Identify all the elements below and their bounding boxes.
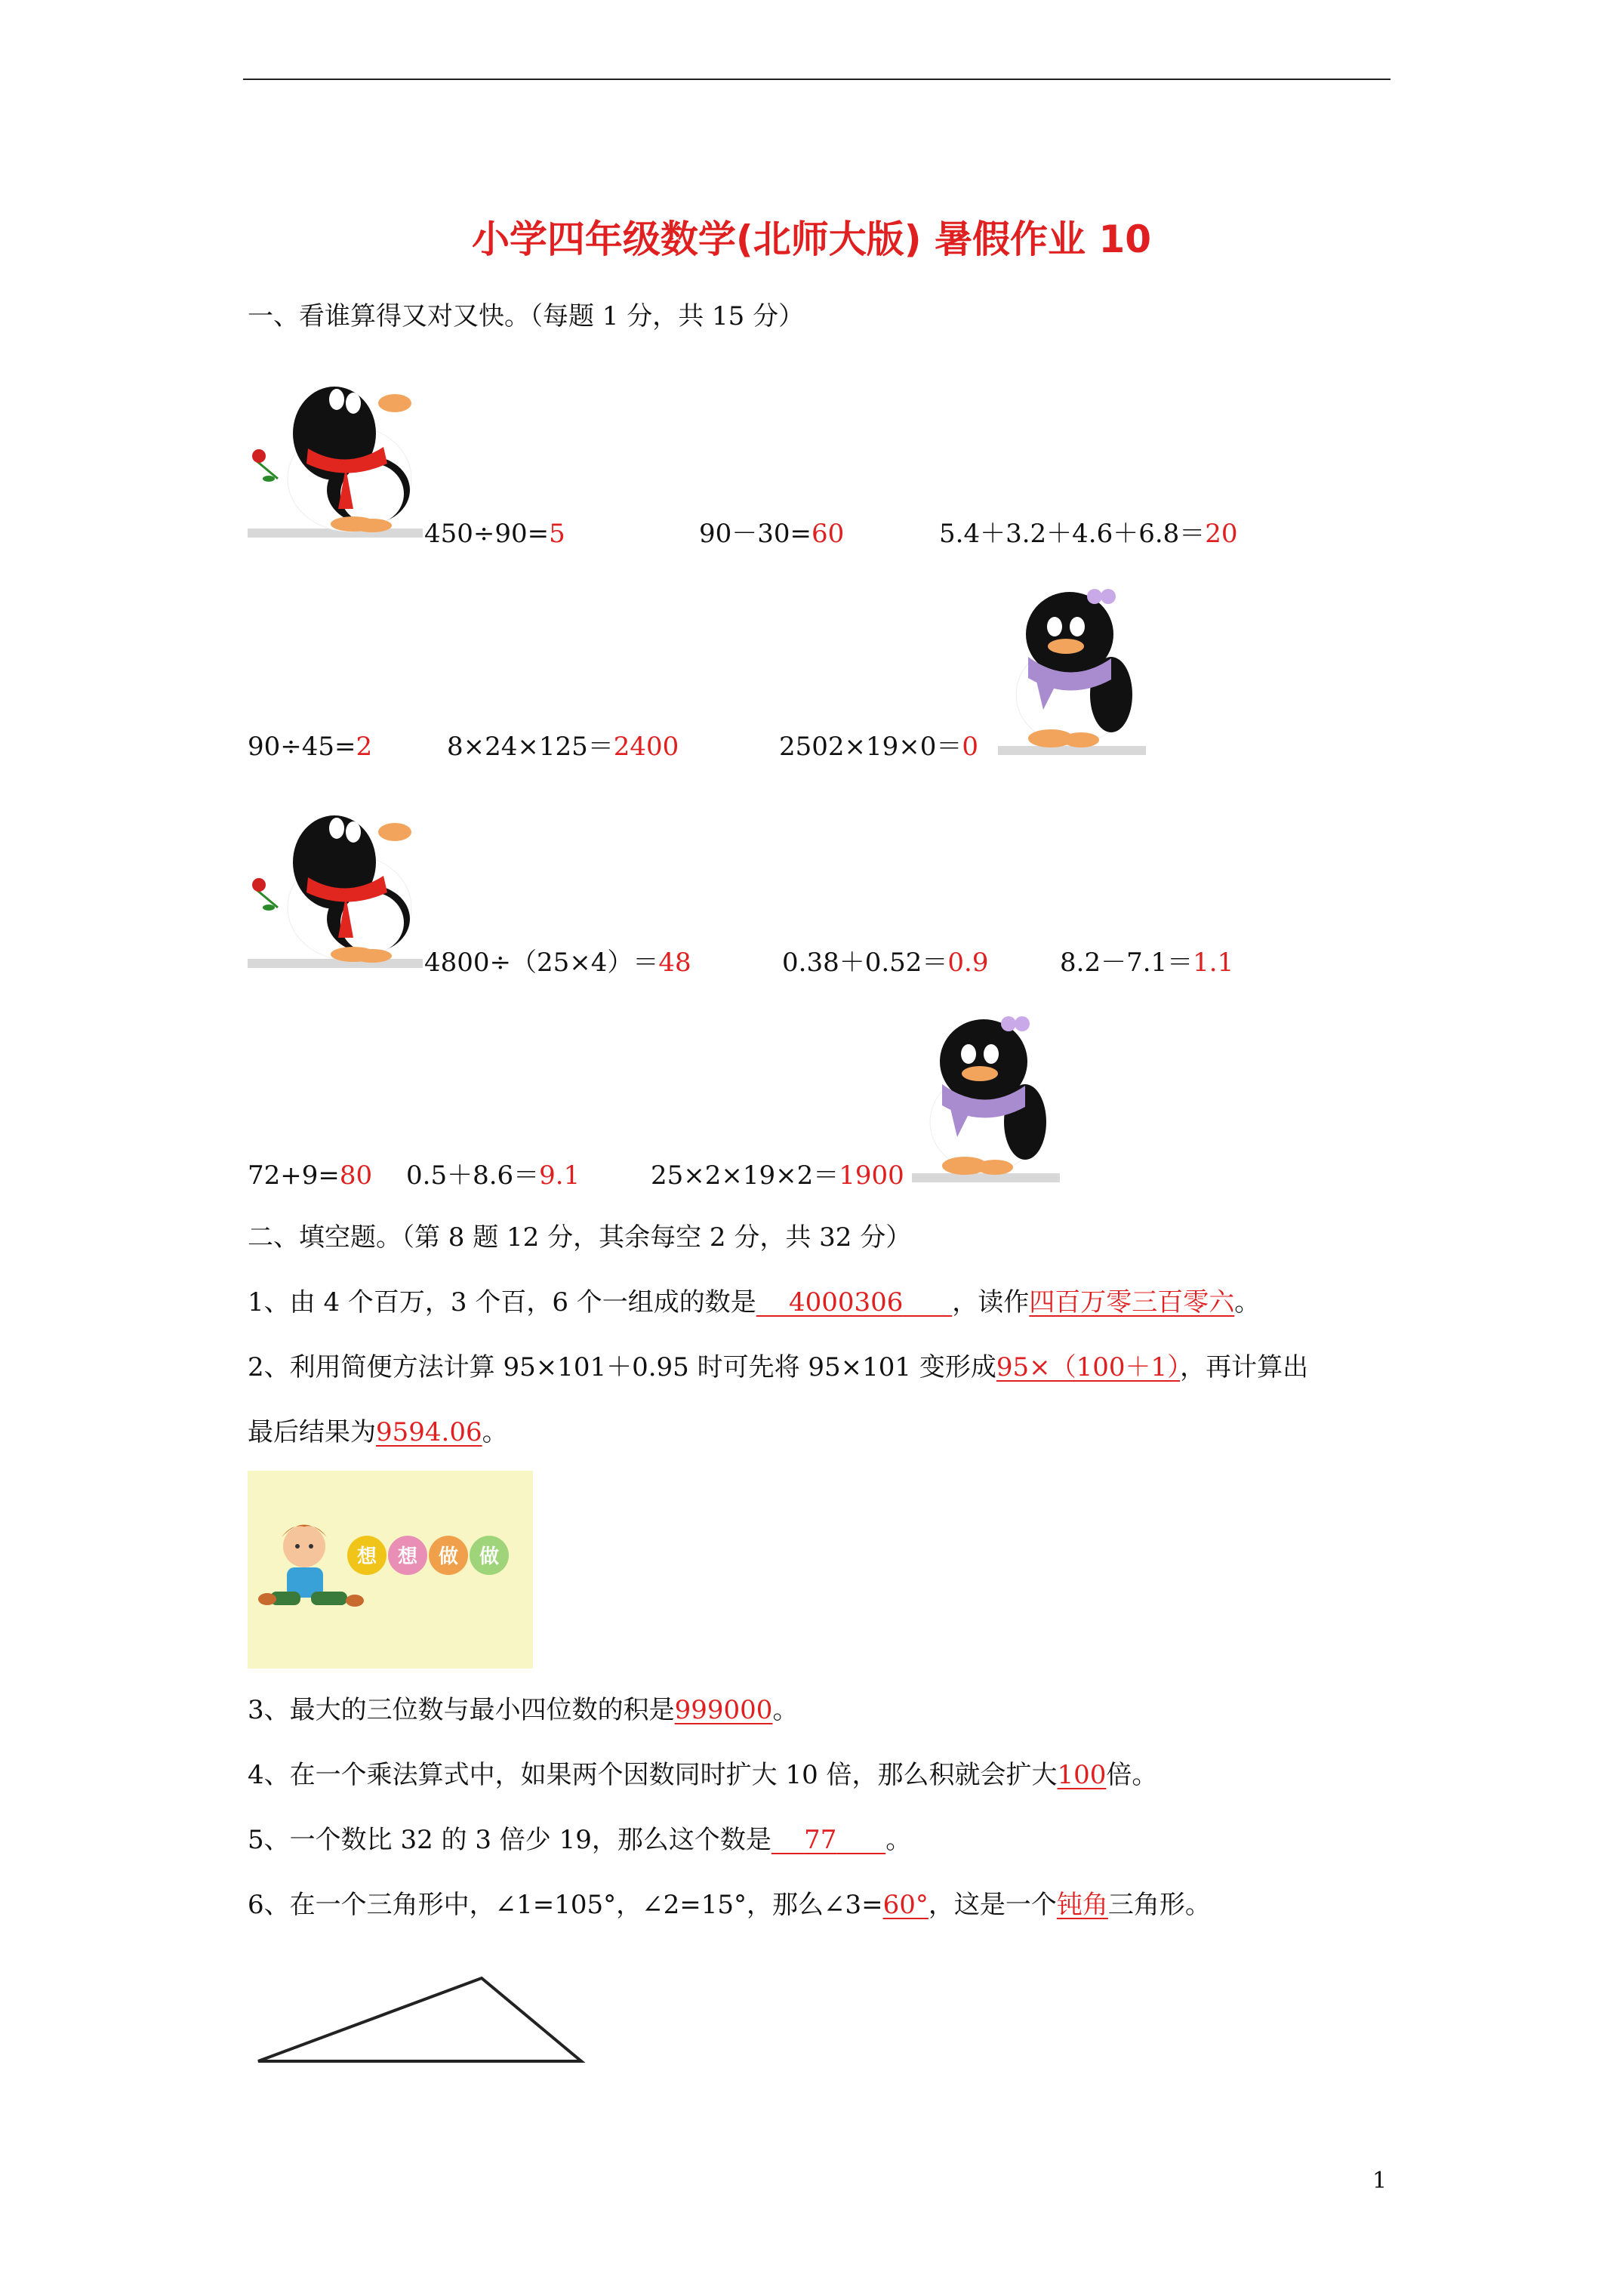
banner-char-2: 想 — [397, 1546, 418, 1568]
section1-heading: 一、看谁算得又对又快。（每题 1 分，共 15 分） — [248, 301, 805, 331]
question-6: 6、在一个三角形中，∠1=105°，∠2=15°，那么∠3=60°，这是一个钝角三角形。 — [248, 1890, 1211, 1920]
question-5: 5、一个数比 32 的 3 倍少 19，那么这个数是 77 。 — [248, 1825, 912, 1855]
calc-4-3: 25×2×19×2＝1900 — [651, 1160, 904, 1191]
page-title: 小学四年级数学(北师大版) 暑假作业 10 — [471, 217, 1152, 261]
calc-1-1: 450÷90=5 — [424, 519, 565, 549]
question-4: 4、在一个乘法算式中，如果两个因数同时扩大 10 倍，那么积就会扩大100倍。 — [248, 1760, 1158, 1790]
calc-2-3: 2502×19×0＝0 — [779, 732, 979, 762]
calc-3-1: 4800÷（25×4）＝48 — [424, 948, 691, 978]
penguin-purple-scarf-image — [912, 1001, 1060, 1182]
penguin-purple-scarf-image — [998, 574, 1146, 755]
calc-4-1: 72+9=80 — [248, 1160, 373, 1191]
question-2-line2: 最后结果为9594.06。 — [248, 1417, 508, 1447]
calc-2-2: 8×24×125＝2400 — [447, 732, 679, 762]
page-number: 1 — [1372, 2168, 1387, 2194]
question-3: 3、最大的三位数与最小四位数的积是999000。 — [248, 1695, 799, 1725]
banner-char-4: 做 — [479, 1546, 500, 1568]
calc-2-1: 90÷45=2 — [248, 732, 373, 762]
question-1: 1、由 4 个百万，3 个百，6 个一组成的数是 4000306 ，读作四百万零三百零六。 — [248, 1287, 1261, 1318]
penguin-red-scarf-image — [248, 358, 423, 538]
think-and-do-banner-image — [248, 1471, 533, 1669]
calc-1-2: 90－30=60 — [699, 519, 845, 549]
calc-4-2: 0.5＋8.6＝9.1 — [406, 1160, 581, 1191]
calc-1-3: 5.4＋3.2＋4.6＋6.8＝20 — [939, 519, 1238, 549]
banner-char-3: 做 — [438, 1546, 459, 1568]
banner-char-1: 想 — [356, 1546, 377, 1568]
calc-3-2: 0.38＋0.52＝0.9 — [782, 948, 989, 978]
header-rule — [243, 79, 1390, 80]
section2-heading: 二、填空题。（第 8 题 12 分，其余每空 2 分，共 32 分） — [248, 1222, 912, 1253]
question-2-line1: 2、利用简便方法计算 95×101＋0.95 时可先将 95×101 变形成95×（100＋1），再计算出 — [248, 1352, 1309, 1382]
penguin-red-scarf-image — [248, 787, 423, 968]
obtuse-triangle-diagram — [249, 1963, 596, 2076]
calc-3-3: 8.2－7.1＝1.1 — [1060, 948, 1234, 978]
